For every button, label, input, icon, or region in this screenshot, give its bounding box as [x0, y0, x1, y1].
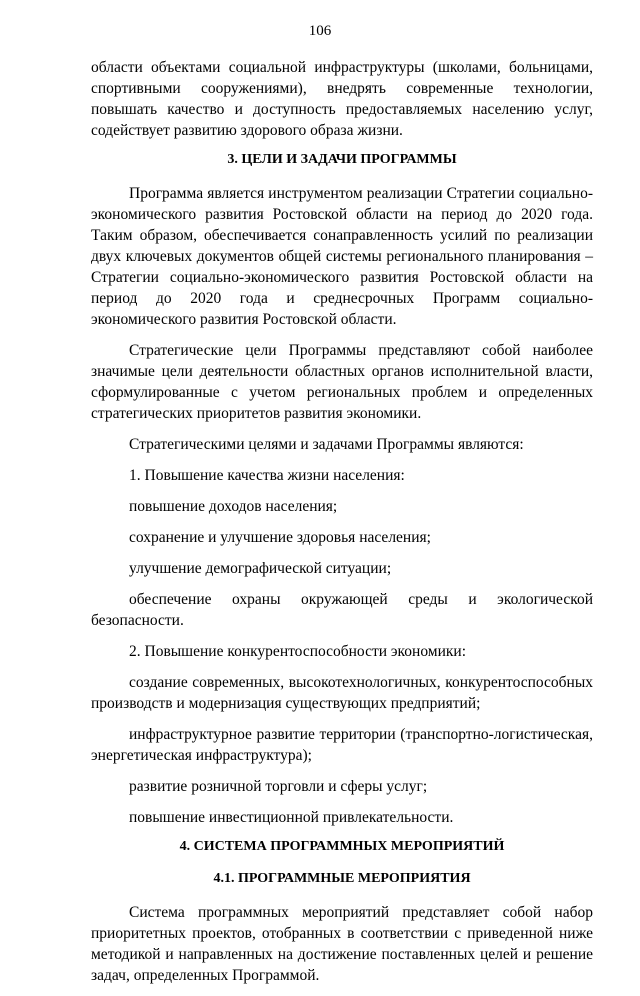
section-3-paragraph-1: Программа является инструментом реализации Стратегии социально-экономического развития Ростовской области на период до 2020 года. Таким образом, обеспечивается сонаправленность усилий по реализации двух ключевых документов общей системы регионального планирования – Стратегии социально-экономического развития Ростовской области на период до 2020 года и среднесрочных Программ социально-экономического развития Ростовской области. — [91, 185, 593, 328]
section-4-1-paragraph: Система программных мероприятий представляет собой набор приоритетных проектов, отобранных в соответствии с приведенной ниже методикой и направленных на достижение поставленных целей и решение задач, определенных Программой. — [91, 904, 593, 984]
page-content — [91, 57, 593, 996]
goal-1-title: 1. Повышение качества жизни населения: — [129, 467, 405, 484]
section-3-paragraph-3: Стратегическими целями и задачами Программы являются: — [129, 436, 524, 453]
list-item: повышение инвестиционной привлекательности. — [129, 809, 454, 826]
list-item: сохранение и улучшение здоровья населения; — [129, 529, 431, 546]
section-4-heading: 4. СИСТЕМА ПРОГРАММНЫХ МЕРОПРИЯТИЙ — [179, 839, 505, 854]
list-item: обеспечение охраны окружающей среды и экологической безопасности. — [91, 591, 593, 629]
goal-2-list — [91, 672, 593, 828]
goal-1-list — [91, 496, 593, 631]
list-item: создание современных, высокотехнологичных, конкурентоспособных производств и модернизация существующих предприятий; — [91, 674, 593, 712]
list-item: инфраструктурное развитие территории (транспортно-логистическая, энергетическая инфраструктура); — [91, 726, 593, 764]
list-item: развитие розничной торговли и сферы услуг; — [129, 778, 428, 795]
list-item: улучшение демографической ситуации; — [129, 560, 392, 577]
list-item: повышение доходов населения; — [129, 498, 338, 515]
section-3-heading: 3. ЦЕЛИ И ЗАДАЧИ ПРОГРАММЫ — [227, 152, 457, 167]
section-3-paragraph-2: Стратегические цели Программы представляют собой наиболее значимые цели деятельности областных органов исполнительной власти, сформулированные с учетом региональных проблем и определенных стратегических приоритетов развития экономики. — [91, 342, 593, 422]
opening-paragraph: области объектами социальной инфраструктуры (школами, больницами, спортивными сооружениями), внедрять современные технологии, повышать качество и доступность предоставляемых населению услуг, содействует развитию здорового образа жизни. — [91, 59, 593, 139]
page-number: 106 — [308, 23, 332, 39]
goal-2-title: 2. Повышение конкурентоспособности экономики: — [129, 643, 467, 660]
section-4-1-heading: 4.1. ПРОГРАММНЫЕ МЕРОПРИЯТИЯ — [213, 871, 471, 886]
